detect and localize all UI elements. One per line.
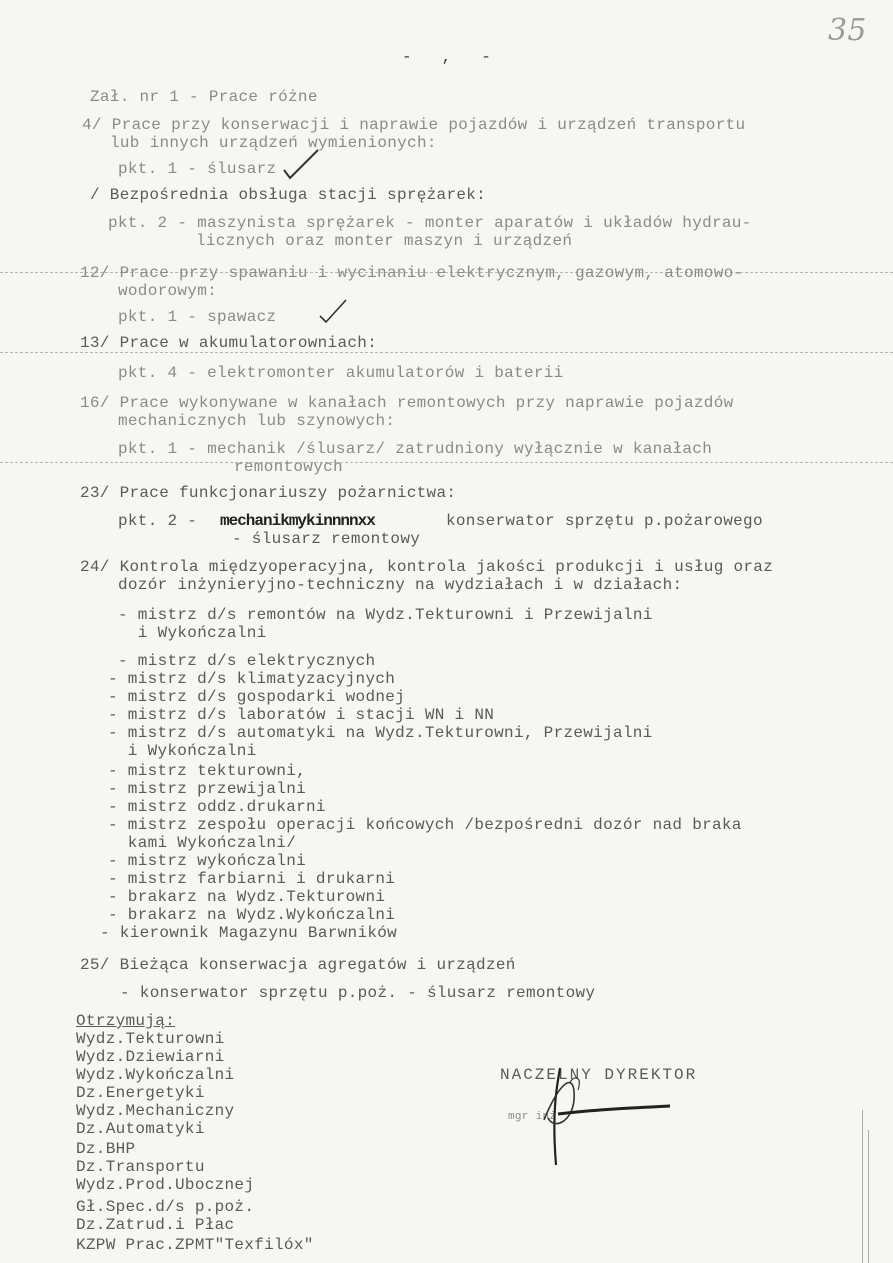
item-13-line: 13/ Prace w akumulatorowniach: [80, 334, 378, 352]
item-25-line: 25/ Bieżąca konserwacja agregatów i urządzeń [80, 956, 516, 974]
scan-line [0, 462, 893, 463]
item-24-line-b: dozór inżynieryjno-techniczny na wydziałach i w działach: [118, 576, 683, 594]
list-item: - mistrz d/s gospodarki wodnej [108, 688, 406, 706]
list-item: Dz.Energetyki [76, 1084, 205, 1102]
item-12-line-b: wodorowym: [118, 282, 218, 300]
signature-subtitle: mgr inż [508, 1111, 557, 1123]
list-item: - mistrz d/s laboratów i stacji WN i NN [108, 706, 495, 724]
item-12-line-a: 12/ Prace przy spawaniu i wycinaniu elektrycznym, gazowym, atomowo- [80, 264, 744, 282]
list-item: Dz.Zatrud.i Płac [76, 1216, 235, 1234]
item-16-line-b: mechanicznych lub szynowych: [118, 412, 396, 430]
item-11-position-b: licznych oraz monter maszyn i urządzeń [196, 232, 573, 250]
item-16-line-a: 16/ Prace wykonywane w kanałach remontowych przy naprawie pojazdów [80, 394, 734, 412]
item-23-position-rest: konserwator sprzętu p.pożarowego [446, 512, 763, 530]
list-item: Wydz.Wykończalni [76, 1066, 235, 1084]
list-item: Gł.Spec.d/s p.poż. [76, 1198, 255, 1216]
item-23-position-prefix: pkt. 2 - [118, 512, 198, 530]
list-item: i Wykończalni [118, 624, 267, 642]
list-item: - mistrz d/s klimatyzacyjnych [108, 670, 396, 688]
list-item: kami Wykończalni/ [108, 834, 297, 852]
item-25-position: - konserwator sprzętu p.poż. - ślusarz remontowy [120, 984, 596, 1002]
list-item: - mistrz oddz.drukarni [108, 798, 326, 816]
item-13-position: pkt. 4 - elektromonter akumulatorów i baterii [118, 364, 564, 382]
scan-line [0, 352, 893, 353]
list-item: Wydz.Mechaniczny [76, 1102, 235, 1120]
item-23-position-b: - ślusarz remontowy [232, 530, 421, 548]
list-item: - mistrz farbiarni i drukarni [108, 870, 396, 888]
list-item: - mistrz wykończalni [108, 852, 307, 870]
item-10-line-b: lub innych urządzeń wymienionych: [110, 134, 437, 152]
scan-edge-line [868, 1130, 869, 1263]
list-item: KZPW Prac.ZPMT"Texfilóx" [76, 1236, 314, 1254]
handwritten-signature [530, 1060, 690, 1170]
list-item: - mistrz d/s remontów na Wydz.Tekturowni i Przewijalni [118, 606, 653, 624]
item-16-position-a: pkt. 1 - mechanik /ślusarz/ zatrudniony wyłącznie w kanałach [118, 440, 713, 458]
list-item: - mistrz tekturowni, [108, 762, 307, 780]
item-12-position: pkt. 1 - spawacz [118, 308, 277, 326]
list-item: Wydz.Tekturowni [76, 1030, 225, 1048]
signature-title: NACZELNY DYREKTOR [500, 1066, 698, 1084]
list-item: i Wykończalni [108, 742, 257, 760]
header-dashes: - , - [402, 48, 492, 66]
item-10-line-a: 4/ Prace przy konserwacji i naprawie pojazdów i urządzeń transportu [82, 116, 746, 134]
scan-edge-line [862, 1110, 863, 1263]
item-11-position-a: pkt. 2 - maszynista sprężarek - monter aparatów i układów hydrau- [108, 214, 752, 232]
checkmark-icon [282, 148, 322, 182]
checkmark-icon [318, 298, 348, 326]
list-item: - mistrz d/s automatyki na Wydz.Tekturowni, Przewijalni [108, 724, 653, 742]
item-23-struck-text: mechanikmykinnnnxx [220, 512, 375, 530]
list-item: - kierownik Magazynu Barwników [100, 924, 398, 942]
list-item: Dz.Automatyki [76, 1120, 205, 1138]
item-24-line-a: 24/ Kontrola międzyoperacyjna, kontrola jakości produkcji i usług oraz [80, 558, 774, 576]
list-item: Dz.Transportu [76, 1158, 205, 1176]
list-item: - mistrz przewijalni [108, 780, 307, 798]
page-number: 35 [828, 13, 867, 48]
list-item: - brakarz na Wydz.Wykończalni [108, 906, 396, 924]
distribution-heading: Otrzymują: [76, 1012, 176, 1030]
item-16-position-b: remontowych [234, 458, 343, 476]
item-11-line: / Bezpośrednia obsługa stacji sprężarek: [90, 186, 487, 204]
list-item: - brakarz na Wydz.Tekturowni [108, 888, 386, 906]
intro-line: Zał. nr 1 - Prace różne [90, 88, 318, 106]
list-item: - mistrz zespołu operacji końcowych /bezpośredni dozór nad braka [108, 816, 742, 834]
list-item: - mistrz d/s elektrycznych [118, 652, 376, 670]
item-10-position: pkt. 1 - ślusarz [118, 160, 277, 178]
list-item: Dz.BHP [76, 1140, 136, 1158]
item-23-line: 23/ Prace funkcjonariuszy pożarnictwa: [80, 484, 457, 502]
list-item: Wydz.Prod.Ubocznej [76, 1176, 255, 1194]
list-item: Wydz.Dziewiarni [76, 1048, 225, 1066]
